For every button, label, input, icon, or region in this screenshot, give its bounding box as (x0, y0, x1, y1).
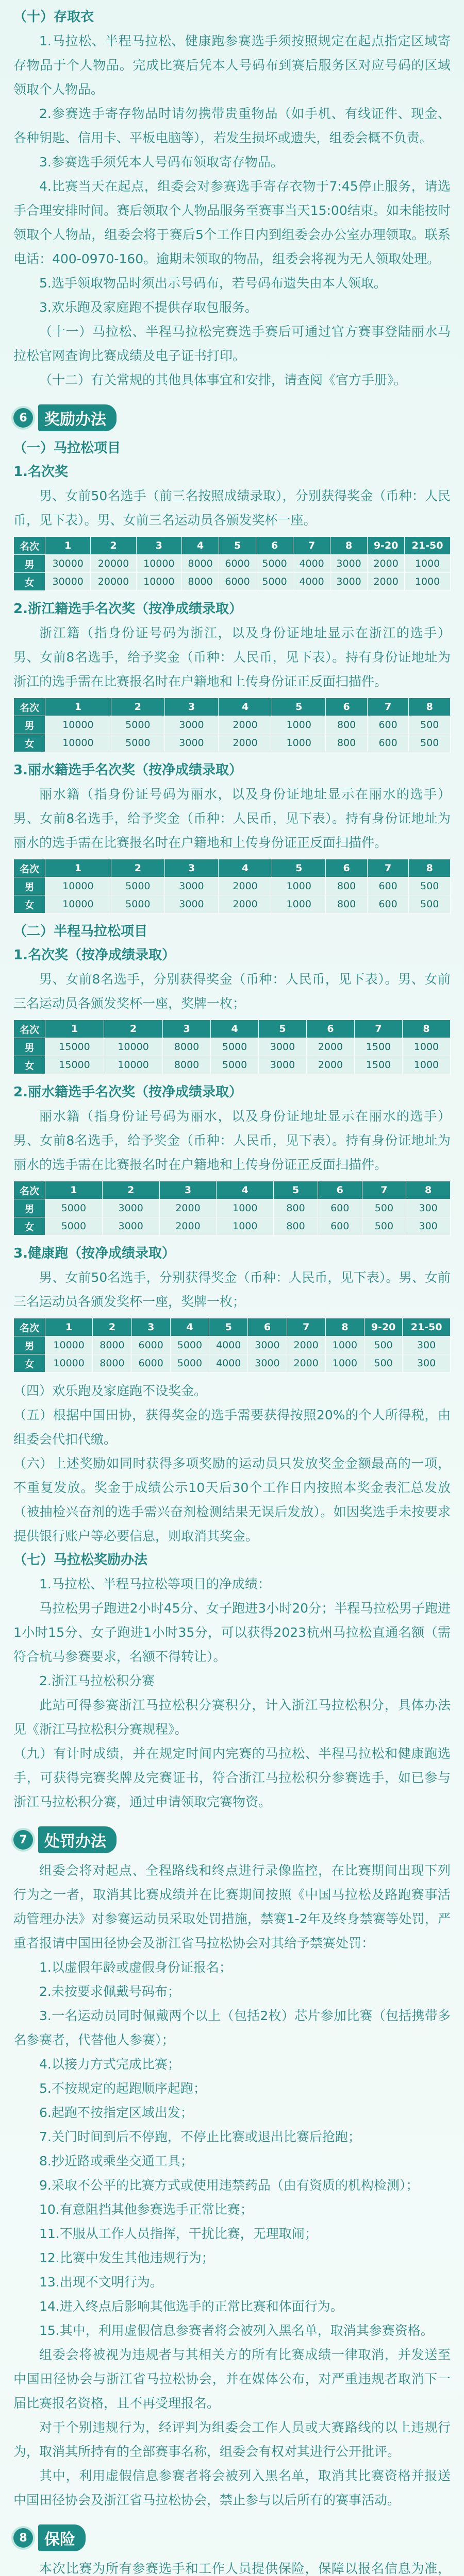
table-row (14, 716, 451, 734)
table-cell: 5000 (111, 716, 164, 734)
table-cell: 300 (403, 1354, 451, 1372)
table-cell: 600 (367, 734, 409, 752)
penalty-p2: 组委会将被视为违规者与其相关方的所有比赛成绩一律取消，并发送至中国田径协会与浙江省马拉松协会，并在媒体公布，对严重违规者取消下一届比赛报名资格，且不再受理报名。 (13, 2347, 451, 2411)
table-cell: 7 (367, 859, 409, 877)
half-lishui-title: 2.丽水籍选手名次奖（按净成绩录取） (13, 1084, 242, 1100)
storage-title: （十）存取衣 (13, 9, 94, 25)
table-cell: 6000 (219, 573, 256, 591)
penalty-p4: 其中，利用虚假信息参赛者将会被列入黑名单，取消其比赛资格并报送中国田径协会及浙江省马拉松协会，禁止参与以后所有的赛事活动。 (13, 2468, 451, 2507)
penalty-item: 12.比赛中发生其他违规行为； (39, 2250, 214, 2265)
table-cell: 4 (219, 859, 272, 877)
table-cell: 名次 (14, 859, 45, 877)
table-row (14, 734, 451, 752)
table-cell: 500 (364, 1354, 403, 1372)
other-matters: （十二）有关常规的其他具体事宜和安排，请查阅《官方手册》。 (39, 372, 407, 387)
table-cell: 1000 (325, 1354, 364, 1372)
table-cell: 30000 (45, 573, 91, 591)
table-row (14, 1038, 451, 1056)
table-cell: 10000 (45, 734, 111, 752)
fun-run-note: （四）欢乐跑及家庭跑不设奖金。 (13, 1383, 207, 1398)
table-cell: 1000 (405, 555, 451, 573)
table-cell: 10000 (45, 1354, 93, 1372)
penalty-item: 4.以接力方式完成比赛； (39, 2057, 180, 2072)
table-cell: 1000 (272, 877, 326, 895)
table-cell: 名次 (14, 1181, 45, 1199)
table-cell: 5000 (256, 555, 293, 573)
awards-badge-icon: 6 (13, 408, 33, 428)
table-cell: 1000 (272, 716, 326, 734)
table-cell: 15000 (45, 1056, 104, 1074)
half-rank-text: 男、女前8名选手，分别获得奖金（币种：人民币，见下表）。男、女前三名运动员各颁发奖杯一座，奖牌一枚； (13, 972, 451, 1011)
table-cell: 600 (318, 1217, 362, 1235)
table-cell: 6 (248, 1318, 287, 1336)
penalty-item: 6.起跑不按指定区域出发； (39, 2105, 193, 2120)
table-cell: 1500 (354, 1038, 402, 1056)
rank-award-text: 男、女前50名选手（前三名按照成绩录取），分别获得奖金（币种：人民币，见下表）。男、女前三名运动员各颁发奖杯一座。 (13, 488, 451, 528)
rank-award-title: 1.名次奖 (13, 464, 68, 480)
table-cell: 4 (211, 1020, 259, 1038)
table-cell: 300 (406, 1199, 451, 1217)
table-cell: 2000 (368, 555, 405, 573)
table-row (14, 1199, 451, 1217)
table-cell: 1000 (402, 1038, 450, 1056)
table-cell: 6000 (131, 1336, 170, 1354)
table-cell: 6 (326, 698, 368, 716)
table-cell: 3000 (164, 895, 218, 913)
table-row (14, 555, 451, 573)
table-cell: 4 (170, 1318, 209, 1336)
penalty-item: 13.出现不文明行为。 (39, 2275, 163, 2290)
table-cell: 1 (45, 537, 91, 555)
table-row (14, 1056, 451, 1074)
table-cell: 7 (362, 1181, 406, 1199)
table-cell: 800 (274, 1199, 318, 1217)
table-cell: 8000 (93, 1336, 131, 1354)
table-cell: 500 (362, 1217, 406, 1235)
prize-table-half (13, 1020, 451, 1074)
table-cell: 5 (274, 1181, 318, 1199)
table-cell: 8 (409, 698, 451, 716)
table-cell: 5000 (170, 1336, 209, 1354)
table-cell: 6000 (131, 1354, 170, 1372)
table-cell: 20000 (91, 573, 136, 591)
table-cell: 2000 (219, 734, 272, 752)
table-cell: 3000 (248, 1354, 287, 1372)
table-cell: 10000 (136, 555, 181, 573)
penalty-item: 9.采取不公平的比赛方式或使用违禁药品（由有资质的机构检测）； (39, 2178, 419, 2193)
penalty-badge-icon: 7 (13, 1830, 33, 1850)
table-cell: 800 (326, 877, 368, 895)
table-header-row (14, 537, 451, 555)
table-cell: 2000 (159, 1217, 217, 1235)
table-cell: 600 (367, 877, 409, 895)
content (13, 0, 451, 2576)
storage-p6: 3.欢乐跑及家庭跑不提供存取包服务。 (39, 300, 258, 315)
table-header-row (14, 859, 451, 877)
table-row (14, 1217, 451, 1235)
table-cell: 3000 (259, 1038, 307, 1056)
table-cell: 800 (274, 1217, 318, 1235)
table-cell: 女 (14, 573, 45, 591)
points-title: 2.浙江马拉松积分赛 (39, 1673, 155, 1688)
lishui-award-title: 3.丽水籍选手名次奖（按净成绩录取） (13, 762, 242, 778)
table-cell: 5 (209, 1318, 248, 1336)
points-text: 此站可得参赛浙江马拉松积分赛积分，计入浙江马拉松积分，具体办法见《浙江马拉松积分赛规程》。 (13, 1698, 451, 1737)
table-cell: 3 (164, 698, 218, 716)
table-cell: 女 (14, 895, 45, 913)
table-cell: 21-50 (405, 537, 451, 555)
table-cell: 2 (111, 859, 164, 877)
storage-p2: 2.参赛选手寄存物品时请勿携带贵重物品（如手机、有线证件、现金、各种钥匙、信用卡、平板电脑等），若发生损坏或遗失，组委会概不负责。 (13, 106, 451, 145)
table-cell: 300 (406, 1217, 451, 1235)
table-cell: 500 (409, 734, 451, 752)
table-cell: 10000 (104, 1056, 163, 1074)
table-cell: 5 (272, 859, 326, 877)
table-cell: 4000 (209, 1354, 248, 1372)
table-cell: 1 (45, 698, 111, 716)
table-cell: 2 (91, 537, 136, 555)
penalty-item: 15.其中，利用虚假信息参赛者将会被列入黑名单，取消其参赛资格。 (39, 2323, 434, 2338)
table-cell: 10000 (45, 1336, 93, 1354)
table-cell: 5000 (111, 877, 164, 895)
table-cell: 3000 (330, 573, 368, 591)
table-cell: 男 (14, 1038, 45, 1056)
table-cell: 男 (14, 555, 45, 573)
table-cell: 3000 (259, 1056, 307, 1074)
health-run-title: 3.健康跑（按净成绩录取） (13, 1246, 175, 1261)
tax-note: （五）根据中国田协，获得奖金的选手需要获得按照20%的个人所得税，由组委会代扣代缴。 (13, 1408, 451, 1447)
table-cell: 1000 (405, 573, 451, 591)
table-cell: 8000 (163, 1056, 211, 1074)
table-cell: 9-20 (364, 1318, 403, 1336)
table-cell: 2000 (219, 716, 272, 734)
table-cell: 4000 (293, 555, 330, 573)
table-cell: 8 (402, 1020, 450, 1038)
table-cell: 20000 (91, 555, 136, 573)
table-cell: 男 (14, 1336, 45, 1354)
table-cell: 3000 (102, 1199, 159, 1217)
table-cell: 女 (14, 1354, 45, 1372)
insurance-title: 保险 (38, 2524, 86, 2551)
penalty-item: 7.关门时间到后不停跑，不停止比赛或退出比赛后抢跑； (39, 2129, 361, 2144)
table-cell: 男 (14, 877, 45, 895)
table-cell: 1500 (354, 1056, 402, 1074)
table-cell: 600 (318, 1199, 362, 1217)
insurance-header (13, 2526, 451, 2550)
net-score-title: 1.马拉松、半程马拉松等项目的净成绩： (39, 1577, 271, 1591)
table-cell: 600 (367, 716, 409, 734)
table-row (14, 895, 451, 913)
table-cell: 8 (409, 859, 451, 877)
table-cell: 2 (104, 1020, 163, 1038)
table-cell: 4 (219, 698, 272, 716)
prize-table-lishui (13, 859, 451, 913)
table-cell: 1000 (272, 734, 326, 752)
table-row (14, 573, 451, 591)
table-cell: 2000 (307, 1056, 355, 1074)
penalty-intro: 组委会将对起点、全程路线和终点进行录像监控，在比赛期间出现下列行为之一者，取消其比赛成绩并在比赛期间按照《中国马拉松及路跑赛事活动管理办法》对参赛运动员采取处罚措施，禁赛1-2年及终身禁赛等处罚，严重者报请中国田径协会及浙江省马拉松协会对其给予禁赛处罚： (13, 1863, 451, 1951)
table-cell: 1000 (402, 1056, 450, 1074)
table-cell: 2 (102, 1181, 159, 1199)
table-cell: 10000 (104, 1038, 163, 1056)
awards-title: 奖励办法 (38, 404, 117, 431)
table-cell: 5000 (111, 734, 164, 752)
table-cell: 30000 (45, 555, 91, 573)
table-cell: 8 (406, 1181, 451, 1199)
table-cell: 2000 (219, 877, 272, 895)
table-header-row (14, 1318, 451, 1336)
penalty-item: 8.抄近路或乘坐交通工具； (39, 2154, 193, 2168)
table-cell: 5 (219, 537, 256, 555)
net-score-text: 马拉松男子跑进2小时45分、女子跑进3小时20分；半程马拉松男子跑进1小时15分、女子跑进1小时35分，可以获得2023杭州马拉松直通名额（需符合杭马参赛要求，名额不得转让）。 (13, 1601, 451, 1664)
table-cell: 7 (354, 1020, 402, 1038)
zhejiang-award-title: 2.浙江籍选手名次奖（按净成绩录取） (13, 601, 242, 617)
table-cell: 名次 (14, 1318, 45, 1336)
penalty-item: 1.以虚假年龄或虚假身份证报名； (39, 1960, 232, 1975)
half-rank-title: 1.名次奖（按净成绩录取） (13, 947, 175, 963)
table-cell: 5000 (45, 1217, 103, 1235)
half-marathon-subtitle: （二）半程马拉松项目 (13, 924, 148, 939)
penalty-item: 3.一名运动员同时佩戴两个以上（包括2枚）芯片参加比赛（包括携带多名参赛者，代替他人参赛）； (13, 2008, 451, 2047)
table-cell: 6 (318, 1181, 362, 1199)
table-cell: 3000 (102, 1217, 159, 1235)
table-cell: 8000 (93, 1354, 131, 1372)
table-cell: 6 (326, 859, 368, 877)
table-cell: 1 (45, 1318, 93, 1336)
half-lishui-text: 丽水籍（指身份证号码为丽水，以及身份证地址显示在丽水的选手）男、女前8名选手，给予奖金（币种：人民币，见下表）。持有身份证地址为丽水的选手需在比赛报名时在户籍地和上传身份证正反面扫描件。 (13, 1109, 451, 1172)
table-row (14, 1354, 451, 1372)
prize-table-health (13, 1318, 451, 1372)
table-cell: 3 (131, 1318, 170, 1336)
storage-p3: 3.参赛选手须凭本人号码布领取寄存物品。 (39, 155, 284, 170)
table-cell: 男 (14, 716, 45, 734)
table-cell: 6 (307, 1020, 355, 1038)
table-cell: 5000 (170, 1354, 209, 1372)
table-cell: 500 (409, 895, 451, 913)
penalty-item: 5.不按规定的起跑顺序起跑； (39, 2081, 206, 2096)
table-cell: 800 (326, 716, 368, 734)
table-cell: 8000 (163, 1038, 211, 1056)
prize-table-half-lishui (13, 1181, 451, 1235)
table-cell: 500 (409, 716, 451, 734)
penalty-header (13, 1827, 451, 1852)
table-cell: 名次 (14, 698, 45, 716)
table-cell: 7 (287, 1318, 325, 1336)
table-cell: 5 (259, 1020, 307, 1038)
table-cell: 5000 (111, 895, 164, 913)
table-cell: 5000 (256, 573, 293, 591)
penalty-item: 2.未按要求佩戴号码布； (39, 1984, 180, 1999)
finisher-note: （九）有计时成绩，并在规定时间内完赛的马拉松、半程马拉松和健康跑选手，可获得完赛奖牌及完赛证书，符合浙江马拉松积分参赛选手，如已参与浙江马拉松积分赛，通过申请领取完赛物资。 (13, 1746, 451, 1809)
table-cell: 500 (364, 1336, 403, 1354)
table-cell: 8 (325, 1318, 364, 1336)
table-cell: 2000 (159, 1199, 217, 1217)
table-cell: 1 (45, 1181, 103, 1199)
penalty-title: 处罚办法 (38, 1826, 117, 1853)
table-cell: 1 (45, 859, 111, 877)
table-cell: 2000 (368, 573, 405, 591)
table-cell: 8000 (182, 573, 219, 591)
table-cell: 3 (164, 859, 218, 877)
table-header-row (14, 1181, 451, 1199)
table-cell: 9-20 (368, 537, 405, 555)
table-cell: 4000 (293, 573, 330, 591)
table-cell: 名次 (14, 1020, 45, 1038)
penalty-item: 14.进入终点后影响其他选手的正常比赛和体面行为。 (39, 2299, 343, 2314)
table-cell: 1000 (272, 895, 326, 913)
table-cell: 女 (14, 734, 45, 752)
prize-table-marathon (13, 536, 451, 591)
table-cell: 2000 (219, 895, 272, 913)
table-cell: 男 (14, 1199, 45, 1217)
table-cell: 5000 (45, 1199, 103, 1217)
table-cell: 女 (14, 1056, 45, 1074)
insurance-text: 本次比赛为所有参赛选手和工作人员提供保险，保障以报名信息为准， (39, 2561, 451, 2576)
table-cell: 1000 (217, 1199, 274, 1217)
awards-header (13, 405, 451, 430)
zhejiang-award-text: 浙江籍（指身份证号码为浙江，以及身份证地址显示在浙江的选手）男、女前8名选手，给予奖金（币种：人民币，见下表）。持有身份证地址为浙江的选手需在比赛报名时在户籍地和上传身份证正反面扫描件。 (13, 625, 451, 689)
table-cell: 3000 (164, 716, 218, 734)
table-cell: 10000 (45, 877, 111, 895)
table-cell: 7 (293, 537, 330, 555)
penalty-list (13, 1955, 451, 2343)
table-cell: 2 (111, 698, 164, 716)
table-cell: 8000 (182, 555, 219, 573)
storage-p5: 5.选手领取物品时须出示号码布，若号码布遗失由本人领取。 (39, 276, 387, 291)
table-header-row (14, 698, 451, 716)
table-cell: 1000 (217, 1217, 274, 1235)
table-cell: 2000 (287, 1354, 325, 1372)
table-header-row (14, 1020, 451, 1038)
section-storage (13, 0, 451, 392)
penalty-item: 11.不服从工作人员指挥，干扰比赛，无理取闹； (39, 2226, 318, 2241)
table-cell: 8 (330, 537, 368, 555)
table-cell: 10000 (136, 573, 181, 591)
table-cell: 4000 (209, 1336, 248, 1354)
marathon-awards-subtitle: （七）马拉松奖励办法 (13, 1552, 148, 1568)
lishui-award-text: 丽水籍（指身份证号码为丽水，以及身份证地址显示在丽水的选手）男、女前8名选手，给予奖金（币种：人民币，见下表）。持有身份证地址为丽水的选手需在比赛报名时在户籍地和上传身份证正反面扫描件。 (13, 787, 451, 850)
table-cell: 6 (256, 537, 293, 555)
table-cell: 3 (159, 1181, 217, 1199)
table-cell: 2000 (287, 1336, 325, 1354)
table-row (14, 877, 451, 895)
table-cell: 2 (93, 1318, 131, 1336)
table-cell: 15000 (45, 1038, 104, 1056)
table-cell: 2000 (307, 1038, 355, 1056)
storage-p4: 4.比赛当天在起点，组委会对参赛选手寄存衣物于7:45停止服务，请选手合理安排时间。赛后领取个人物品服务至赛事当天15:00结束。如未能按时领取个人物品，组委会将于赛后5个工作日内到组委会办公室办理领取。联系电话：400-0970-160。逾期未领取的物品，组委会将视为无人领取处理。 (13, 179, 451, 266)
table-cell: 3000 (330, 555, 368, 573)
table-cell: 3000 (164, 734, 218, 752)
table-cell: 800 (326, 895, 368, 913)
table-cell: 600 (367, 895, 409, 913)
penalty-p3: 对于个别违规行为，经评判为组委会工作人员或大赛路线的以上违规行为，取消其所持有的全部赛事名称，组委会有权对其进行公开批评。 (13, 2420, 451, 2459)
storage-p1: 1.马拉松、半程马拉松、健康跑参赛选手须按照规定在起点指定区域寄存物品于个人物品。完成比赛后凭本人号码布到赛后服务区对应号码的区域领取个人物品。 (13, 33, 451, 97)
penalty-item: 10.有意阻挡其他参赛选手正常比赛； (39, 2202, 253, 2217)
table-cell: 10000 (45, 716, 111, 734)
insurance-badge-icon: 8 (13, 2528, 33, 2548)
table-cell: 4 (182, 537, 219, 555)
table-cell: 3 (163, 1020, 211, 1038)
table-cell: 1 (45, 1020, 104, 1038)
table-row (14, 1336, 451, 1354)
table-cell: 1000 (325, 1336, 364, 1354)
table-cell: 21-50 (403, 1318, 451, 1336)
table-cell: 10000 (45, 895, 111, 913)
table-cell: 300 (403, 1336, 451, 1354)
table-cell: 女 (14, 1217, 45, 1235)
table-cell: 5000 (211, 1056, 259, 1074)
table-cell: 名次 (14, 537, 45, 555)
marathon-subtitle: （一）马拉松项目 (13, 440, 121, 456)
table-cell: 3000 (164, 877, 218, 895)
table-cell: 6000 (219, 555, 256, 573)
table-cell: 3 (136, 537, 181, 555)
health-run-text: 男、女前50名选手，分别获得奖金（币种：人民币，见下表）。男、女前三名运动员各颁发奖杯一座，奖牌一枚； (13, 1270, 451, 1309)
table-cell: 5 (272, 698, 326, 716)
table-cell: 500 (362, 1199, 406, 1217)
table-cell: 5000 (211, 1038, 259, 1056)
payout-note: （六）上述奖励如同时获得多项奖励的运动员只发放奖金金额最高的一项，不重复发放。奖金于成绩公示10天后30个工作日内按照本奖金表汇总发放（被抽检兴奋剂的选手需兴奋剂检测结果无误后发放）。如因奖选手未按要求提供银行账户等必要信息，则取消其奖金。 (13, 1456, 451, 1544)
table-cell: 4 (217, 1181, 274, 1199)
results-query: （十一）马拉松、半程马拉松完赛选手赛后可通过官方赛事登陆丽水马拉松官网查询比赛成绩及电子证书打印。 (13, 324, 451, 363)
table-cell: 500 (409, 877, 451, 895)
table-cell: 7 (367, 698, 409, 716)
prize-table-zhejiang (13, 698, 451, 752)
table-cell: 3000 (248, 1336, 287, 1354)
table-cell: 800 (326, 734, 368, 752)
